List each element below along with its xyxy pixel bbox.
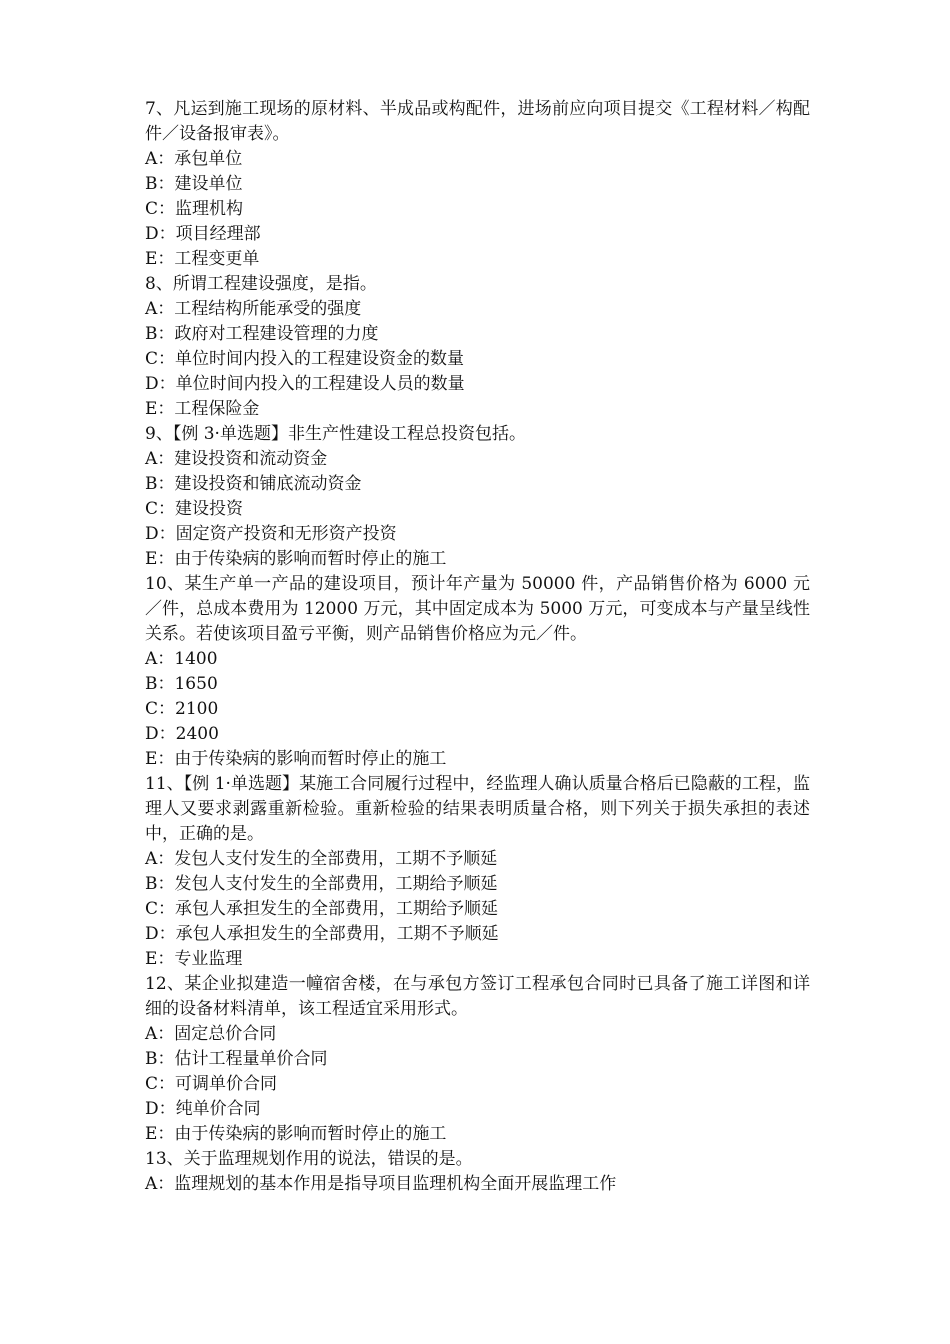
option-a: A：工程结构所能承受的强度: [145, 299, 362, 319]
question-text: 11、【例 1·单选题】某施工合同履行过程中，经监理人确认质量合格后已隐蔽的工程，监理人又要求剥露重新检验。重新检验的结果表明质量合格，则下列关于损失承担的表述中，正确的是。: [145, 774, 810, 844]
option-b: B：1650: [145, 674, 218, 694]
option-d: D：承包人承担发生的全部费用，工期不予顺延: [145, 924, 499, 944]
option-c: C：承包人承担发生的全部费用，工期给予顺延: [145, 899, 499, 919]
option-b: B：政府对工程建设管理的力度: [145, 324, 379, 344]
option-b: B：建设投资和铺底流动资金: [145, 474, 362, 494]
question-text: 12、某企业拟建造一幢宿舍楼，在与承包方签订工程承包合同时已具备了施工详图和详细的设备材料清单，该工程适宜采用形式。: [145, 974, 810, 1019]
option-d: D：纯单价合同: [145, 1099, 261, 1119]
option-b: B：发包人支付发生的全部费用，工期给予顺延: [145, 874, 498, 894]
option-c: C：2100: [145, 699, 219, 719]
option-c: C：监理机构: [145, 199, 244, 219]
option-c: C：可调单价合同: [145, 1074, 278, 1094]
question-10: [145, 572, 810, 772]
option-d: D：单位时间内投入的工程建设人员的数量: [145, 374, 465, 394]
option-c: C：建设投资: [145, 499, 244, 519]
question-text: 9、【例 3·单选题】非生产性建设工程总投资包括。: [145, 424, 526, 444]
question-7: [145, 97, 810, 272]
option-e: E：工程保险金: [145, 399, 260, 419]
document-page: [145, 97, 810, 1197]
question-13: [145, 1147, 810, 1197]
option-a: A：固定总价合同: [145, 1024, 277, 1044]
option-d: D：固定资产投资和无形资产投资: [145, 524, 397, 544]
option-a: A：1400: [145, 649, 218, 669]
option-e: E：专业监理: [145, 949, 243, 969]
question-9: [145, 422, 810, 572]
option-b: B：建设单位: [145, 174, 243, 194]
option-c: C：单位时间内投入的工程建设资金的数量: [145, 349, 465, 369]
question-text: 7、凡运到施工现场的原材料、半成品或构配件，进场前应向项目提交《工程材料／构配件／设备报审表》。: [145, 99, 810, 144]
question-text: 13、关于监理规划作用的说法，错误的是。: [145, 1149, 473, 1169]
option-d: D：2400: [145, 724, 219, 744]
option-d: D：项目经理部: [145, 224, 261, 244]
option-e: E：由于传染病的影响而暂时停止的施工: [145, 549, 447, 569]
question-text: 8、所谓工程建设强度，是指。: [145, 274, 377, 294]
option-e: E：由于传染病的影响而暂时停止的施工: [145, 1124, 447, 1144]
question-11: [145, 772, 810, 972]
option-a: A：发包人支付发生的全部费用，工期不予顺延: [145, 849, 498, 869]
option-e: E：由于传染病的影响而暂时停止的施工: [145, 749, 447, 769]
option-a: A：监理规划的基本作用是指导项目监理机构全面开展监理工作: [145, 1174, 617, 1194]
question-8: [145, 272, 810, 422]
option-a: A：建设投资和流动资金: [145, 449, 328, 469]
option-b: B：估计工程量单价合同: [145, 1049, 328, 1069]
option-a: A：承包单位: [145, 149, 243, 169]
question-text: 10、某生产单一产品的建设项目，预计年产量为 50000 件，产品销售价格为 6000 元／件，总成本费用为 12000 万元，其中固定成本为 5000 万元，可变成本与产量呈线性关系。若使该项目盈亏平衡，则产品销售价格应为元／件。: [145, 574, 810, 644]
option-e: E：工程变更单: [145, 249, 260, 269]
question-12: [145, 972, 810, 1147]
